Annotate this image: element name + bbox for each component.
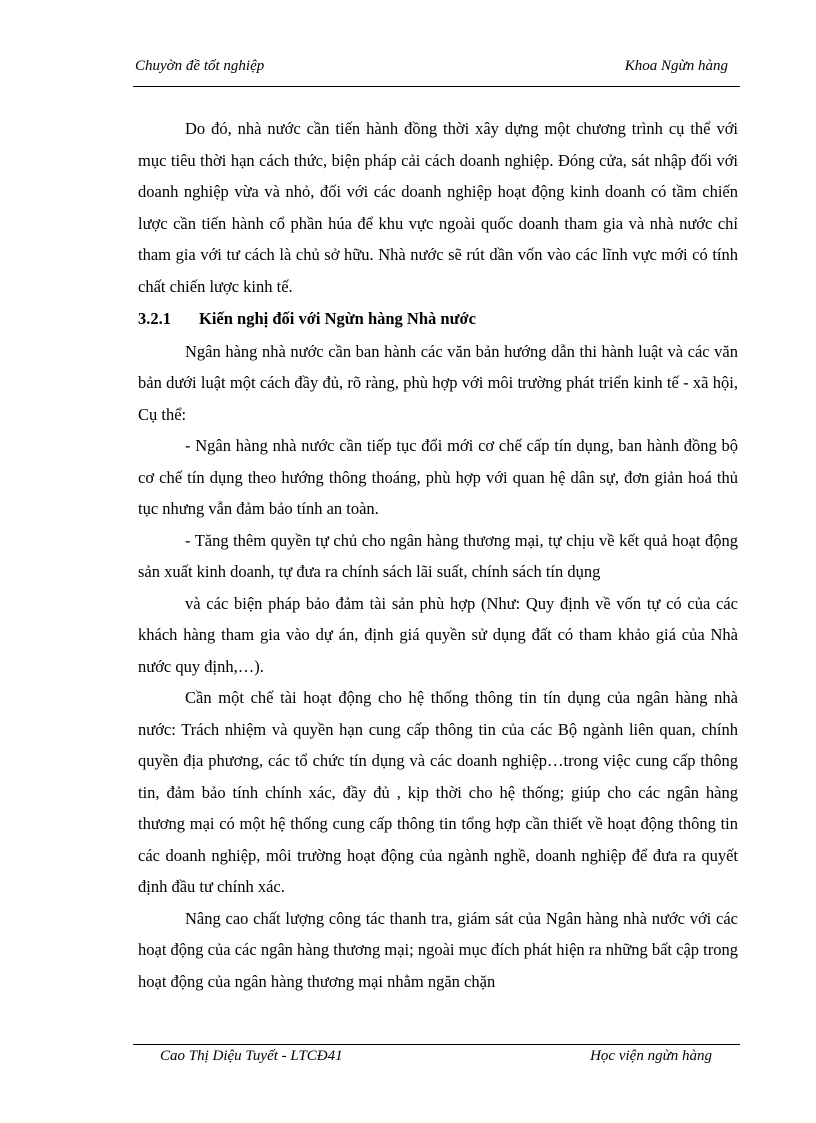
paragraph: - Ngân hàng nhà nước cần tiếp tục đổi mới cơ chế cấp tín dụng, ban hành đồng bộ cơ chế tín dụng theo hướng thông thoáng, phù hợp với quan hệ dân sự, đơn giản hoá thủ tục nhưng vẫn đảm bảo tính an toàn.: [138, 436, 738, 518]
section-number: 3.2.1: [138, 309, 171, 328]
paragraph: Do đó, nhà nước cần tiến hành đồng thời xây dựng một chương trình cụ thể với mục tiêu thời hạn cách thức, biện pháp cải cách doanh nghiệp. Đóng cửa, sát nhập đối với doanh nghiệp vừa và nhỏ, đối với các doanh nghiệp hoạt động kinh doanh có tầm chiến lược cần tiến hành cổ phần húa để khu vực ngoài quốc doanh tham gia và nhà nước chỉ tham gia với tư cách là chủ sở hữu. Nhà nước sẽ rút dần vốn vào các lĩnh vực mới có tính chất chiến lược kinh tế.: [138, 119, 738, 296]
header-right: Khoa Ngừn hàng: [624, 58, 728, 74]
footer-rule: [133, 1044, 740, 1045]
footer-right: Học viện ngừn hàng: [590, 1048, 712, 1064]
paragraph: Cần một chế tài hoạt động cho hệ thống thông tin tín dụng của ngân hàng nhà nước: Trách nhiệm và quyền hạn cung cấp thông tin của các Bộ ngành liên quan, chính quyền địa phương, các tổ chức tín dụng và các doanh nghiệp…trong việc cung cấp thông tin, đảm bảo tính chính xác, đầy đủ , kịp thời cho hệ thống; giúp cho các ngân hàng thương mại có một hệ thống cung cấp thông tin tổng hợp cần thiết về hoạt động thông tin các doanh nghiệp, môi trường hoạt động của ngành nghề, doanh nghiệp để đưa ra quyết định đầu tư chính xác.: [138, 688, 738, 896]
section-heading: [138, 303, 738, 335]
section-title: Kiến nghị đối với Ngừn hàng Nhà nước: [199, 309, 476, 328]
paragraph: - Tăng thêm quyền tự chủ cho ngân hàng thương mại, tự chịu về kết quả hoạt động sản xuất kinh doanh, tự đưa ra chính sách lãi suất, chính sách tín dụng: [138, 530, 738, 581]
paragraph: Nâng cao chất lượng công tác thanh tra, giám sát của Ngân hàng nhà nước với các hoạt động của các ngân hàng thương mại; ngoài mục đích phát hiện ra những bất cập trong hoạt động của ngân hàng thương mại nhằm ngăn chặn: [138, 908, 738, 991]
paragraph: Ngân hàng nhà nước cần ban hành các văn bản hướng dẫn thi hành luật và các văn bản dưới luật một cách đầy đủ, rõ ràng, phù hợp với môi trường phát triển kinh tế - xã hội, Cụ thể:: [138, 341, 738, 424]
header-left: Chuyờn đề tốt nghiệp: [135, 58, 265, 74]
page-header: [135, 58, 728, 82]
paragraph: và các biện pháp bảo đảm tài sản phù hợp (Như: Quy định về vốn tự có của các khách hàng tham gia vào dự án, định giá quyền sử dụng đất có tham khảo giá của Nhà nước quy định,…).: [138, 593, 738, 676]
page-footer: [160, 1048, 712, 1072]
footer-left: Cao Thị Diệu Tuyết - LTCĐ41: [160, 1048, 343, 1064]
document-body: [138, 113, 738, 997]
header-rule: [133, 86, 740, 87]
